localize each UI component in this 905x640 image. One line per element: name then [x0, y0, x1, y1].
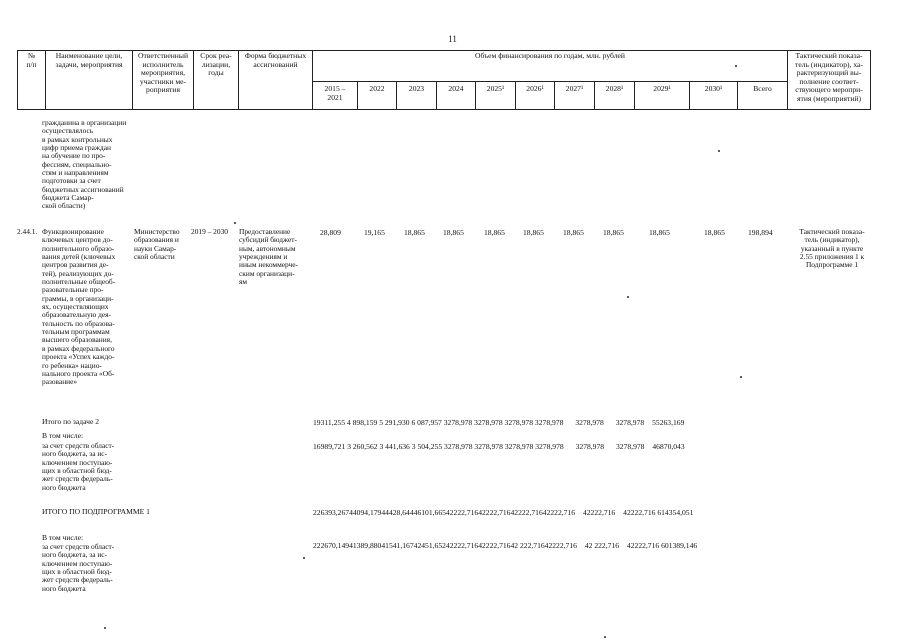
scan-speck: [740, 376, 742, 378]
subprogram-total-value: 226393,267: [313, 508, 350, 517]
item-value: 28,809: [320, 228, 341, 237]
task-regional-value-total: 46870,043: [652, 442, 685, 451]
header-col-volume: Объем финансирования по годам, млн. рублей: [312, 50, 788, 82]
subprogram-regional-value: 42222,716: [478, 541, 511, 550]
subprogram-regional-value: 42451,652: [413, 541, 446, 550]
item-value: 18,865: [563, 228, 584, 237]
subprogram-total-value: 42222,716: [582, 508, 616, 517]
subprogram-total-value: 42222,716: [542, 508, 576, 517]
subprogram-regional-label: за счет средств област- ного бюджета, за ис- ключением поступаю- щих в областной бюд- жет средств федераль- ного бюджета: [42, 542, 115, 593]
item-value: 18,865: [404, 228, 425, 237]
scan-speck: [234, 222, 236, 224]
header-col-responsible: Ответственный исполнитель мероприятия, участники ме- роприятия: [132, 50, 194, 110]
subprogram-total-value: 44428,644: [381, 508, 414, 517]
task-total-value: 3278,978: [474, 418, 503, 427]
header-year: 2015 – 2021: [312, 81, 358, 110]
task-regional-value: 3 441,636: [379, 442, 410, 451]
item-value: 18,865: [443, 228, 464, 237]
header-year-total: Всего: [737, 81, 788, 110]
scan-speck: [303, 557, 305, 559]
task-regional-value: 3 504,255: [411, 442, 443, 451]
scan-speck: [604, 636, 606, 638]
item-form: Предоставление субсидий бюджет- ным, автономным учреждениям и иным некоммерче- ским организаци- ям: [239, 227, 299, 287]
item-value-total: 198,894: [748, 228, 773, 237]
task-regional-value: 3278,978: [535, 442, 564, 451]
subprogram-including-label: В том числе:: [42, 533, 84, 542]
subprogram-regional-value: 42222,716: [544, 541, 577, 550]
header-year: 2022: [357, 81, 397, 110]
header-col-term: Срок реа- лизации, годы: [193, 50, 239, 110]
task-total-value: 4 898,159: [346, 418, 378, 427]
item-term: 2019 – 2030: [191, 227, 228, 236]
item-value: 18,865: [649, 228, 670, 237]
header-year: 2024: [436, 81, 476, 110]
scan-speck: [735, 65, 737, 67]
subprogram-regional-value-total: 601389,146: [661, 541, 698, 550]
header-col-indicator: Тактический показа- тель (индикатор), ха- рактеризующий вы- полнение соответ- ствующего меропри- ятия (мероприятий): [787, 50, 871, 110]
subprogram-total-values: [313, 508, 693, 517]
continued-item-text: гражданина в организации осуществлялось в рамках контрольных цифр приема граждан на обучение по про- фессиям, специально- стям и направлениям подготовки за счет бюджетных ассигнований бюджета Самар- ской области): [42, 118, 127, 211]
task-total-label: Итого по задаче 2: [42, 417, 100, 426]
task-total-value: 6 087,957: [411, 418, 442, 427]
subprogram-total-value: 46101,665: [413, 508, 446, 517]
task-total-value: 3278,978: [575, 418, 604, 427]
subprogram-total-value: 42222,716: [478, 508, 511, 517]
item-indicator: Тактический показа- тель (индикатор), указанный в пункте 2.55 приложения 1 к Подпрограмме 1: [799, 227, 865, 270]
subprogram-regional-value: 42 222,716: [584, 541, 620, 550]
task-regional-value: 3278,978: [615, 442, 645, 451]
header-col-form: Форма бюджетных ассигнований: [238, 50, 313, 110]
header-year: 2030¹: [689, 81, 738, 110]
task-regional-value: 3278,978: [474, 442, 503, 451]
scan-speck: [627, 296, 629, 298]
item-number: 2.44.1.: [17, 227, 38, 236]
header-year: 2029¹: [634, 81, 690, 110]
subprogram-total-value: 42222,716: [510, 508, 543, 517]
task-regional-value: 3278,978: [504, 442, 534, 451]
task-regional-value: 16989,721: [313, 442, 346, 451]
header-year: 2028¹: [594, 81, 635, 110]
task-total-value-total: 55263,169: [652, 418, 685, 427]
subprogram-regional-value: 42222,716: [626, 541, 660, 550]
task-total-value: 19311,255: [313, 418, 345, 427]
item-name: Функционирование ключевых центров до- полнительного образо- вания детей (ключевых центров развития де- тей), реализующих до- полнительные общеоб- разовательные про- граммы, в организаци- ях, осуществляющих образовательную дея- тельность по образова- тельным программам высшего образования, в рамках федерального проекта «Успех каждо- го ребенка» нацио- нального проекта «Об- разование»: [42, 227, 116, 387]
subprogram-total-value-total: 614354,051: [657, 508, 694, 517]
task-regional-value: 3 260,562: [347, 442, 378, 451]
task-total-value: 3278,978: [534, 418, 564, 427]
subprogram-regional-value: 42222,716: [445, 541, 479, 550]
item-responsible: Министерство образования и науки Самар- ской области: [134, 227, 180, 262]
task-regional-value: 3278,978: [444, 442, 473, 451]
task-total-value: 5 291,930: [379, 418, 410, 427]
subprogram-regional-value: 41389,880: [349, 541, 382, 550]
scan-speck: [104, 627, 106, 629]
item-value: 18,865: [523, 228, 544, 237]
subprogram-total-value: 42222,716: [445, 508, 479, 517]
task-total-value: 3278,978: [504, 418, 534, 427]
subprogram-total-value: 42222,716: [623, 508, 656, 517]
scan-speck: [718, 150, 720, 152]
header-col-name: Наименование цели, задачи, мероприятия: [45, 50, 133, 110]
header-year: 2023: [396, 81, 437, 110]
task-regional-value: 3278,978: [575, 442, 605, 451]
subprogram-regional-value: 222670,149: [313, 541, 350, 550]
header-year: 2027¹: [554, 81, 595, 110]
header-col-no: № п/п: [17, 50, 46, 110]
subprogram-regional-value: 41541,167: [381, 541, 414, 550]
subprogram-regional-value: 42 222,716: [510, 541, 545, 550]
subprogram-total-value: 44094,179: [349, 508, 382, 517]
item-value: 18,865: [704, 228, 725, 237]
task-total-value: 3278,978: [615, 418, 645, 427]
header-year: 2025¹: [475, 81, 516, 110]
task-total-values: [313, 418, 684, 427]
task-regional-label: за счет средств област- ного бюджета, за ис- ключением поступаю- щих в областной бюд- жет средств федераль- ного бюджета: [42, 441, 115, 492]
item-value: 19,165: [364, 228, 385, 237]
subprogram-regional-values: [313, 541, 697, 550]
item-value: 18,865: [484, 228, 505, 237]
page-number: 11: [448, 34, 457, 44]
subprogram-total-label: ИТОГО ПО ПОДПРОГРАММЕ 1: [42, 507, 150, 516]
header-year: 2026¹: [515, 81, 555, 110]
task-including-label: В том числе:: [42, 431, 84, 440]
task-total-value: 3278,978: [443, 418, 473, 427]
task-regional-values: [313, 442, 685, 451]
item-value: 18,865: [603, 228, 624, 237]
